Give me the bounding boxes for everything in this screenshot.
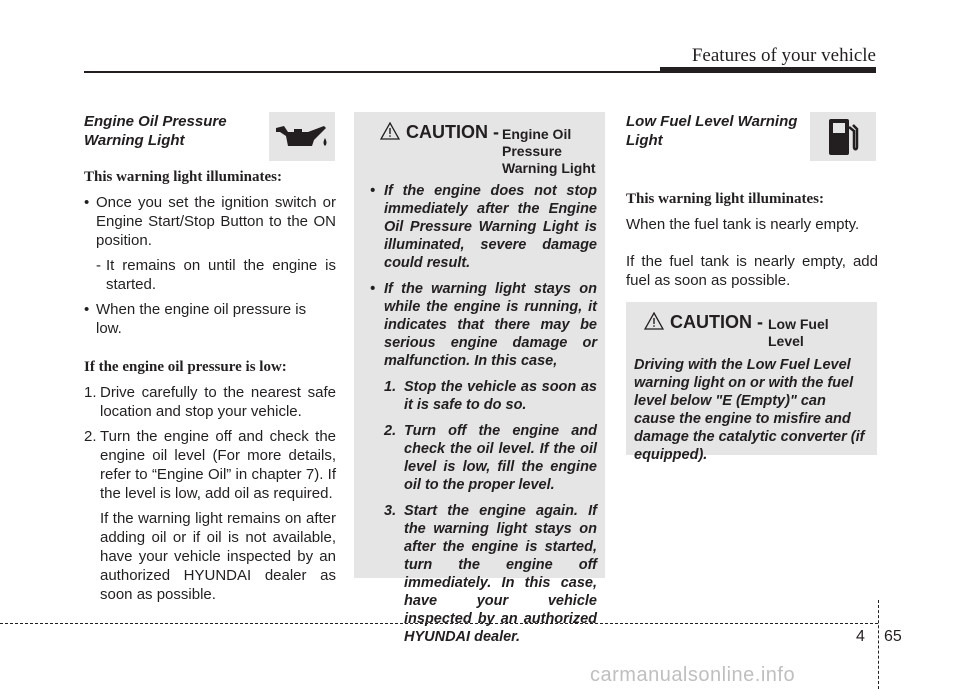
chapter-number: 4: [856, 628, 865, 645]
illuminates-heading: This warning light illuminates:: [626, 191, 824, 207]
warning-triangle-icon: [380, 122, 400, 145]
paragraph: If the fuel tank is nearly empty, add fuel as soon as possible.: [626, 253, 878, 289]
list-item: 2. Turn off the engine and check the oil level. If the oil level is low, fill the engine oil to the proper level.: [384, 423, 597, 493]
section-title: Low Fuel Level Warning Light: [626, 113, 798, 149]
list-item: 2. Turn the engine off and check the engine oil level (For more details, refer to “Engine Oil” in chapter 7). If the level is low, add oil as required.: [84, 428, 336, 502]
low-fuel-section: [626, 112, 878, 290]
oil-pressure-section: [84, 112, 336, 604]
list-item: 1. Stop the vehicle as soon as it is safe to do so.: [384, 379, 597, 413]
page-number: 65: [884, 628, 902, 645]
warning-triangle-icon: [644, 312, 664, 335]
list-item: 1. Drive carefully to the nearest safe location and stop your vehicle.: [84, 384, 336, 420]
list-item: - It remains on until the engine is started.: [96, 257, 336, 293]
paragraph: When the fuel tank is nearly empty.: [626, 216, 860, 233]
caution-subject: Engine Oil Pressure Warning Light: [502, 126, 596, 176]
running-header: Features of your vehicle: [691, 45, 876, 66]
step-note: If the warning light remains on after adding oil or if oil is not available, have your vehicle inspected by an authorized HYUNDAI dealer as soon as possible.: [100, 510, 336, 603]
illuminates-heading: This warning light illuminates:: [84, 169, 282, 185]
caution-label: CAUTION -: [670, 312, 763, 332]
list-item: • If the warning light stays on while the engine is running, it indicates that there may be serious engine damage or malfunction. In this case,: [370, 281, 597, 369]
list-item: • If the engine does not stop immediately after the Engine Oil Pressure Warning Light is illuminated, severe damage could result.: [370, 183, 597, 271]
header-rule-accent: [660, 67, 876, 73]
footer-divider: [878, 600, 879, 689]
watermark: carmanualsonline.info: [590, 664, 796, 686]
caution-box-oil: [354, 112, 605, 645]
list-item: • Once you set the ignition switch or Engine Start/Stop Button to the ON position.: [84, 194, 336, 249]
footer-rule: [0, 623, 878, 624]
low-pressure-heading: If the engine oil pressure is low:: [84, 359, 287, 375]
caution-label: CAUTION -: [406, 122, 499, 142]
caution-text: Driving with the Low Fuel Level warning light on or with the fuel level below "E (Empty)" can cause the engine to misfire and damage the catalytic converter (if equipped).: [634, 357, 865, 463]
caution-box-fuel: [626, 302, 877, 463]
section-title: Engine Oil Pressure Warning Light: [84, 113, 227, 149]
caution-subject: Low Fuel Level: [768, 316, 829, 349]
list-item: • When the engine oil pressure is low.: [84, 301, 307, 337]
list-item: 3. Start the engine again. If the warning light stays on after the engine is started, turn the engine off immediately. In this case, have your vehicle inspected by an authorized HYUNDAI dealer.: [384, 503, 597, 645]
